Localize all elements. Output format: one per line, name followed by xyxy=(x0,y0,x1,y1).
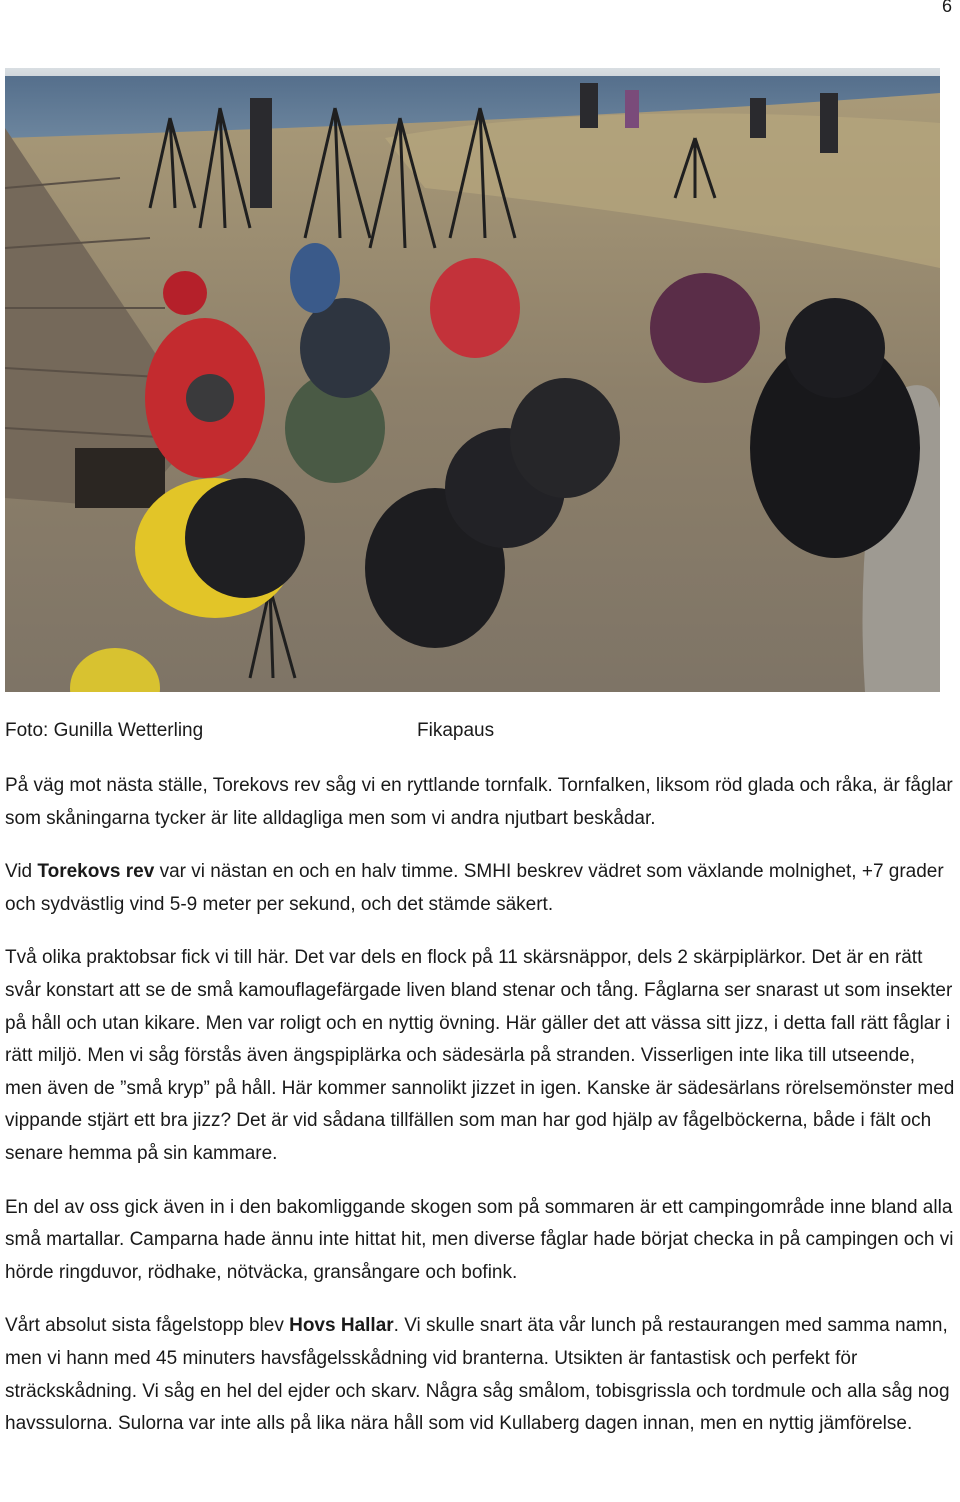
photo-caption xyxy=(5,720,940,746)
place-hovs-hallar: Hovs Hallar xyxy=(289,1315,394,1337)
paragraph-3: Två olika praktobsar fick vi till här. Det var dels en flock på 11 skärsnäppor, dels 2 skärpiplärkor. Det är en rätt svår konstart att se de små kamouflagefärgade liven bland stenar och tång. Fåglarna ser snarast ut som insekter på håll och utan kikare. Men var roligt och en nyttig övning. Här gäller det att vässa sitt jizz, i detta fall rätt fåglar i rätt miljö. Men vi såg förstås även ängspiplärka och sädesärla på stranden. Visserligen inte lika till utseende, men även de ”små kryp” på håll. Här kommer sannolikt jizzet in igen. Kanske är sädesärlans rörelsemönster med vippande stjärt ett bra jizz? Det är vid sådana tillfällen som man har god hjälp av fågelböckerna, både i fält och senare hemma på sin kammare. xyxy=(5,947,955,1164)
photo-birdwatchers-coffee-break xyxy=(5,68,940,692)
paragraph-4: En del av oss gick även in i den bakomliggande skogen som på sommaren är ett campingområde inne bland alla små martallar. Camparna hade ännu inte hittat hit, men diverse fåglar hade börjat checka in på campingen och vi hörde ringduvor, rödhake, nötväcka, gransångare och bofink. xyxy=(5,1196,954,1283)
paragraph-5: Vårt absolut sista fågelstopp blev Hovs Hallar. Vi skulle snart äta vår lunch på restaurangen med samma namn, men vi hann med 45 minuters havsfågelsskådning vid branterna. Utsikten är fantastisk och perfekt för sträckskådning. Vi såg en hel del ejder och skarv. Några såg smålom, tobisgrissla och tordmule och alla såg nog havssulorna. Sulorna var inte alls på lika nära håll som vid Kullaberg dagen innan, men en nyttig jämförelse. xyxy=(5,1315,950,1435)
photo-credit: Foto: Gunilla Wetterling xyxy=(5,720,204,741)
paragraph-1: På väg mot nästa ställe, Torekovs rev såg vi en ryttlande tornfalk. Tornfalken, liksom röd glada och råka, är fåglar som skåningarna tycker är lite alldagliga men som vi andra njutbart beskådar. xyxy=(5,775,953,829)
photo-illustration xyxy=(5,68,940,692)
place-torekovs-rev: Torekovs rev xyxy=(37,861,155,883)
article-body xyxy=(5,770,957,1462)
page-number: 6 xyxy=(941,0,952,16)
photo-title: Fikapaus xyxy=(417,720,495,741)
paragraph-2: Vid Torekovs rev var vi nästan en och en halv timme. SMHI beskrev vädret som växlande molnighet, +7 grader och sydvästlig vind 5-9 meter per sekund, och det stämde säkert. xyxy=(5,861,944,915)
